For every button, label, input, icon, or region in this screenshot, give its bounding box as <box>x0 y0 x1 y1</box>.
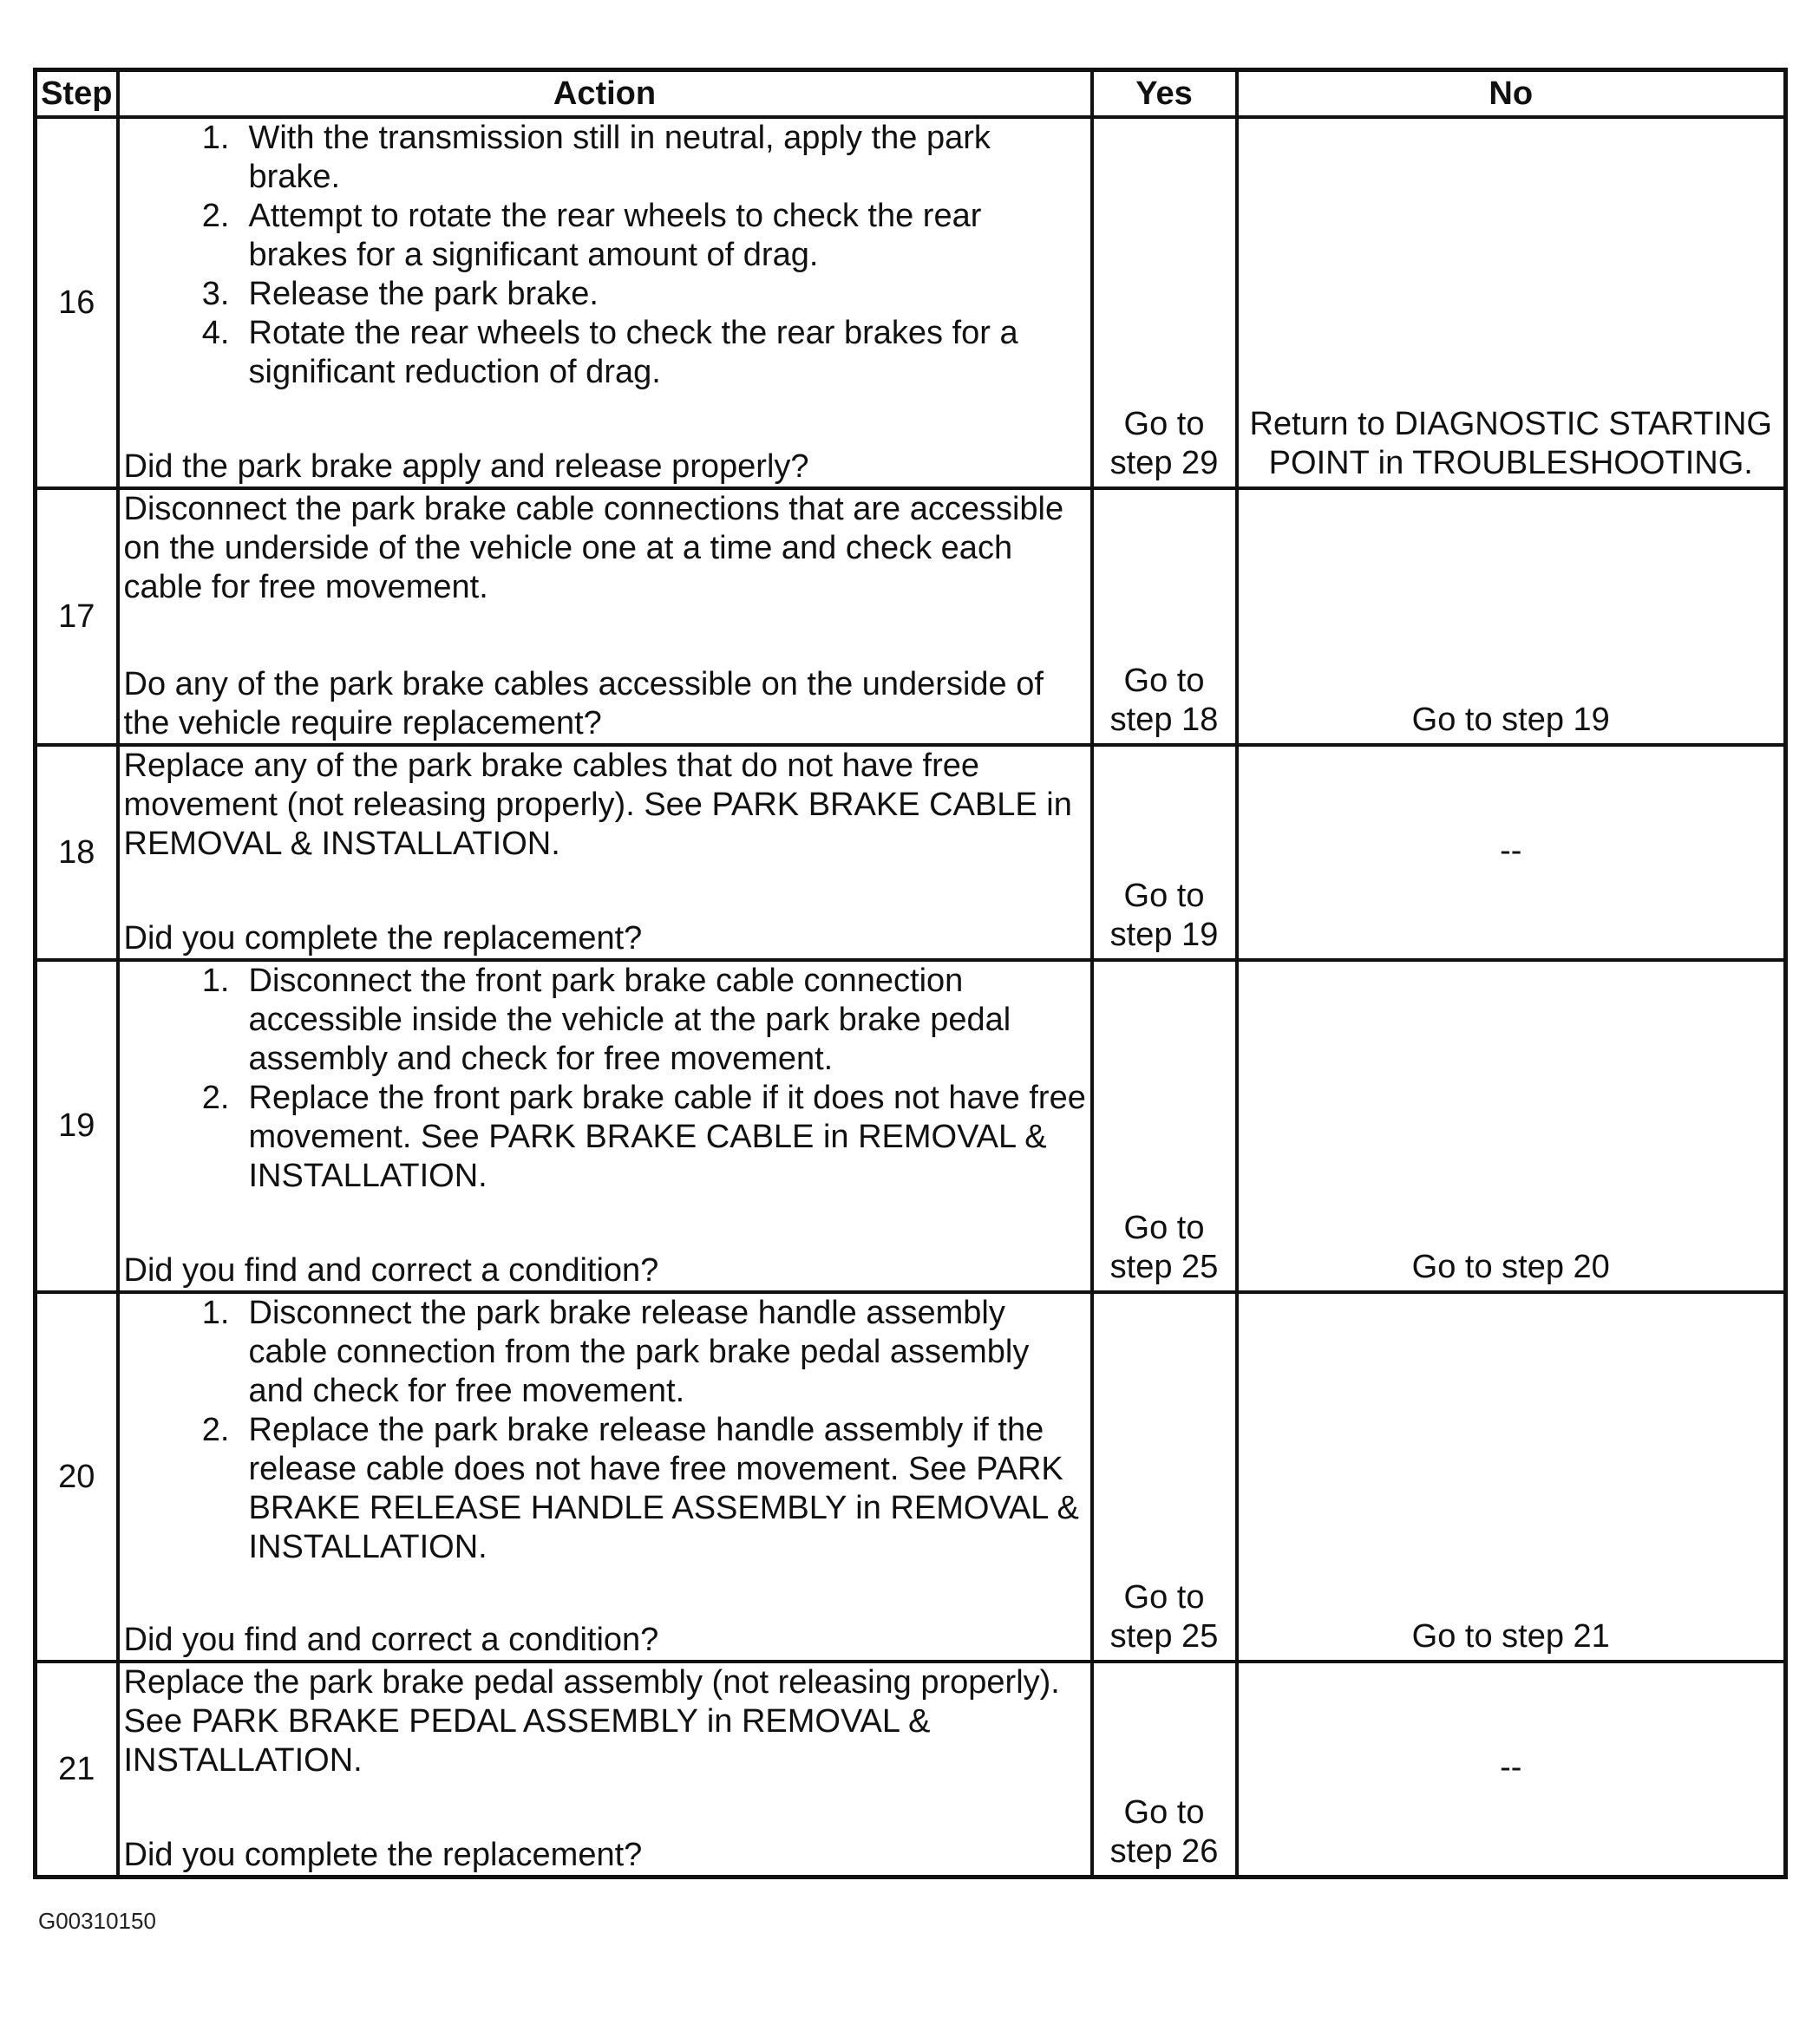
yes-result: Go to step 29 <box>1092 117 1237 488</box>
action-question: Did the park brake apply and release properly? <box>123 448 809 485</box>
action-cell <box>118 1292 1092 1662</box>
action-text: Replace any of the park brake cables that do not have free movement (not releasing properly). See PARK BRAKE CABLE in REMOVAL & INSTALLATION. <box>123 748 1072 862</box>
table-row <box>36 488 1786 745</box>
step-number: 16 <box>36 117 118 488</box>
action-question: Did you find and correct a condition? <box>123 1252 659 1289</box>
action-cell <box>118 1662 1092 1877</box>
figure-id: G00310150 <box>38 1908 156 1934</box>
no-result: Return to DIAGNOSTIC STARTING POINT in TROUBLESHOOTING. <box>1237 117 1786 488</box>
action-cell <box>118 745 1092 960</box>
step-number: 18 <box>36 745 118 960</box>
yes-result: Go to step 18 <box>1092 488 1237 745</box>
list-item: 1. Disconnect the front park brake cable connection accessible inside the vehicle at the park brake pedal assembly and check for free movement. <box>201 963 1011 1077</box>
table-row <box>36 117 1786 488</box>
list-item: 4. Rotate the rear wheels to check the rear brakes for a significant reduction of drag. <box>201 315 1018 390</box>
list-item: 1. Disconnect the park brake release handle assembly cable connection from the park brake pedal assembly and check for free movement. <box>201 1295 1030 1409</box>
header-row <box>36 70 1786 118</box>
table-row <box>36 960 1786 1292</box>
table-row <box>36 1662 1786 1877</box>
action-steps <box>124 962 1087 1196</box>
yes-result: Go to step 25 <box>1092 960 1237 1292</box>
action-steps <box>124 1294 1087 1567</box>
yes-result: Go to step 19 <box>1092 745 1237 960</box>
step-number: 21 <box>36 1662 118 1877</box>
table-row <box>36 745 1786 960</box>
step-number: 19 <box>36 960 118 1292</box>
list-item: 3. Release the park brake. <box>201 276 599 312</box>
step-number: 17 <box>36 488 118 745</box>
yes-result: Go to step 26 <box>1092 1662 1237 1877</box>
no-result: Go to step 21 <box>1237 1292 1786 1662</box>
no-result: Go to step 20 <box>1237 960 1786 1292</box>
header-no: No <box>1237 70 1786 118</box>
header-yes: Yes <box>1092 70 1237 118</box>
action-steps <box>124 119 1087 392</box>
table-row <box>36 1292 1786 1662</box>
action-cell <box>118 117 1092 488</box>
no-result: Go to step 19 <box>1237 488 1786 745</box>
yes-result: Go to step 25 <box>1092 1292 1237 1662</box>
list-item: 2. Attempt to rotate the rear wheels to check the rear brakes for a significant amount of drag. <box>201 198 982 273</box>
no-result: -- <box>1237 745 1786 960</box>
action-cell <box>118 488 1092 745</box>
action-question: Did you complete the replacement? <box>123 920 643 957</box>
action-question: Did you find and correct a condition? <box>123 1622 659 1658</box>
diagnostic-table <box>33 68 1788 1879</box>
list-item: 1. With the transmission still in neutral, apply the park brake. <box>201 120 991 195</box>
step-number: 20 <box>36 1292 118 1662</box>
action-question: Did you complete the replacement? <box>123 1837 643 1873</box>
action-question: Do any of the park brake cables accessible on the underside of the vehicle require replacement? <box>123 666 1044 741</box>
list-item: 2. Replace the front park brake cable if it does not have free movement. See PARK BRAKE CABLE in REMOVAL & INSTALLATION. <box>201 1080 1086 1194</box>
list-item: 2. Replace the park brake release handle assembly if the release cable does not have free movement. See PARK BRAKE RELEASE HANDLE ASSEMBLY in REMOVAL & INSTALLATION. <box>201 1412 1079 1565</box>
action-text: Disconnect the park brake cable connections that are accessible on the underside of the vehicle one at a time and check each cable for free movement. <box>123 491 1064 605</box>
action-text: Replace the park brake pedal assembly (not releasing properly). See PARK BRAKE PEDAL ASSEMBLY in REMOVAL & INSTALLATION. <box>123 1664 1060 1779</box>
action-cell <box>118 960 1092 1292</box>
header-action: Action <box>118 70 1092 118</box>
no-result: -- <box>1237 1662 1786 1877</box>
header-step: Step <box>36 70 118 118</box>
